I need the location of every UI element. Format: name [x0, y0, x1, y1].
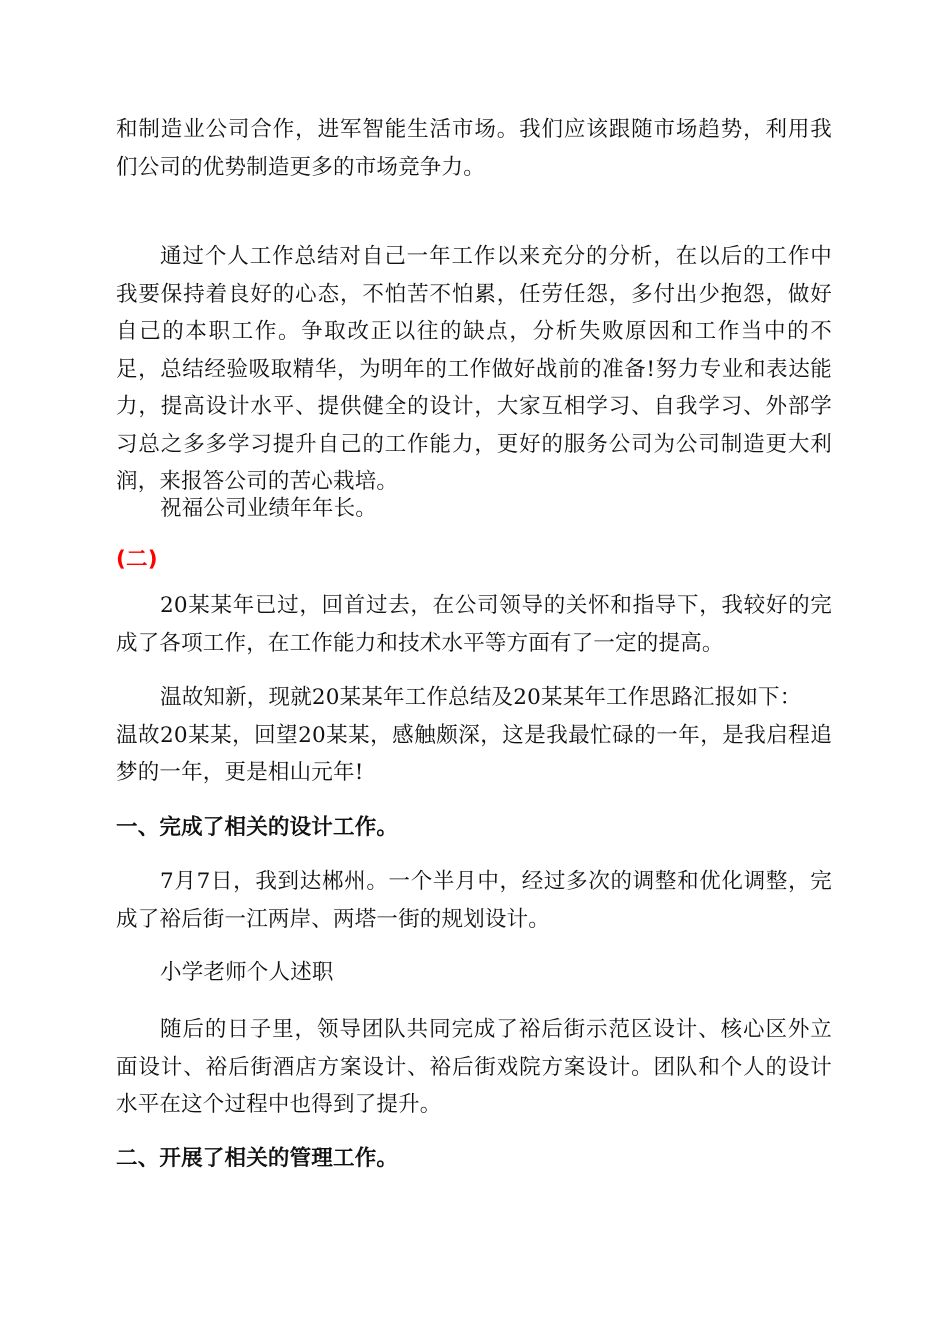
paragraph-year-review: 20某某年已过，回首过去，在公司领导的关怀和指导下，我较好的完成了各项工作，在工作能力和技术水平等方面有了一定的提高。: [116, 593, 832, 656]
paragraph-blessing: 祝福公司业绩年年长。: [160, 496, 378, 521]
paragraph-review-intro: [116, 679, 832, 792]
paragraph-self-analysis: 通过个人工作总结对自己一年工作以来充分的分析，在以后的工作中我要保持着良好的心态，不怕苦不怕累，任劳任怨，多付出少抱怨，做好自己的本职工作。争取改正以往的缺点，分析失败原因和工作当中的不足，总结经验吸取精华，为明年的工作做好战前的准备!努力专业和表达能力，提高设计水平、提供健全的设计，大家互相学习、自我学习、外部学习总之多多学习提升自己的工作能力，更好的服务公司为公司制造更大利润，来报答公司的苦心栽培。: [116, 244, 832, 494]
review-intro-rest: 温故20某某，回望20某某，感触颇深，这是我最忙碌的一年，是我启程追梦的一年，更是相山元年!: [116, 722, 832, 785]
paragraph-chenzhou-design: 7月7日，我到达郴州。一个半月中，经过多次的调整和优化调整，完成了裕后街一江两岸、两塔一街的规划设计。: [116, 869, 832, 932]
paragraph-team-design: 随后的日子里，领导团队共同完成了裕后街示范区设计、核心区外立面设计、裕后街酒店方案设计、裕后街戏院方案设计。团队和个人的设计水平在这个过程中也得到了提升。: [116, 1017, 832, 1117]
paragraph-teacher-note: 小学老师个人述职: [160, 960, 334, 985]
heading-management-work: 二、开展了相关的管理工作。: [116, 1146, 399, 1171]
section-two-label: (二): [116, 547, 158, 572]
review-intro-line: 温故知新，现就20某某年工作总结及20某某年工作思路汇报如下：: [160, 685, 802, 710]
paragraph-market-trend: 和制造业公司合作，进军智能生活市场。我们应该跟随市场趋势，利用我们公司的优势制造更多的市场竞争力。: [116, 117, 832, 180]
heading-design-work: 一、完成了相关的设计工作。: [116, 815, 399, 840]
